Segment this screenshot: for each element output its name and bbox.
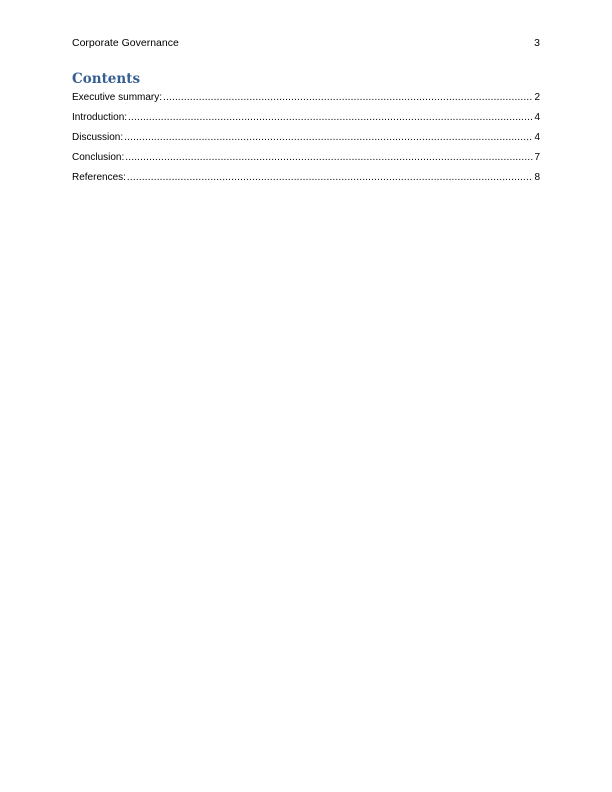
toc-entry-page: 4 [534,112,540,123]
dot-leader [163,91,533,104]
running-header [72,36,540,50]
dot-leader [124,131,533,144]
toc-entry-conclusion[interactable] [72,151,540,171]
page-number: 3 [534,37,540,49]
toc-entry-introduction[interactable] [72,111,540,131]
table-of-contents [72,91,540,191]
toc-entry-page: 2 [534,92,540,103]
toc-heading: Contents [72,71,141,87]
dot-leader [125,151,533,164]
toc-entry-page: 8 [534,172,540,183]
dot-leader [127,171,534,184]
toc-entry-page: 7 [534,152,540,163]
toc-entry-discussion[interactable] [72,131,540,151]
toc-entry-title: Discussion: [72,132,124,143]
toc-entry-title: Introduction: [72,112,128,123]
toc-entry-title: Conclusion: [72,152,125,163]
dot-leader [128,111,533,124]
header-title: Corporate Governance [72,37,179,49]
toc-entry-title: References: [72,172,126,183]
toc-entry-page: 4 [534,132,540,143]
toc-entry-references[interactable] [72,171,540,191]
toc-entry-title: Executive summary: [72,92,163,103]
toc-entry-executive-summary[interactable] [72,91,540,111]
